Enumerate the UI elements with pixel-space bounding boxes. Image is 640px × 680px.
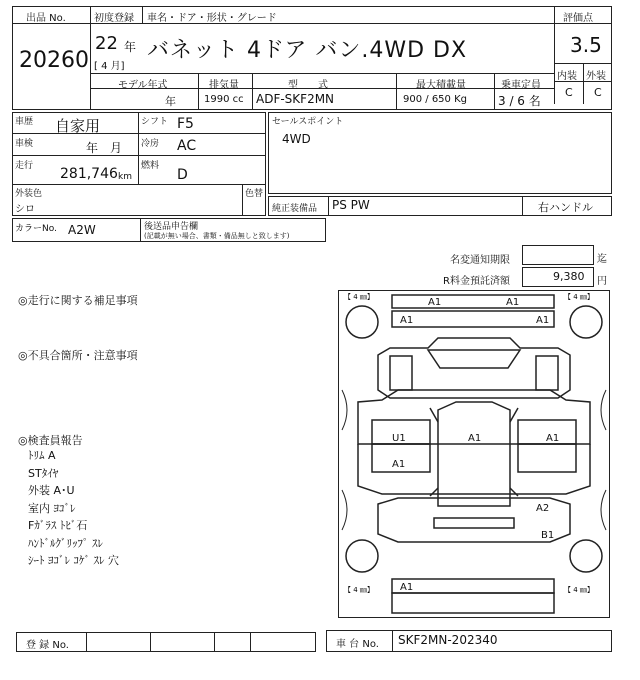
shift-value: F5 (177, 116, 194, 132)
capacity-value: 3 / 6 名 (498, 94, 541, 108)
tire-rear-right-icon (570, 540, 602, 572)
inspector-line: Fｶﾞﾗｽ ﾄﾋﾞ石 (28, 519, 88, 532)
tire-rl-label: 【 4 ㎜】 (344, 586, 374, 594)
exterior-color-value: シロ (15, 204, 35, 215)
grade-value: 3.5 (570, 33, 602, 57)
history-label: 車歴 (15, 117, 34, 127)
name-change-label: 名変通知期限 (450, 255, 510, 266)
ac-label: 冷房 (141, 139, 160, 149)
damage-mark: B1 (541, 530, 555, 541)
tire-fr-label: 【 4 ㎜】 (564, 293, 594, 301)
chassis-label: 車 台 No. (336, 639, 379, 650)
tire-rr-label: 【 4 ㎜】 (564, 586, 594, 594)
inspector-lines (28, 447, 119, 570)
damage-mark: A1 (506, 297, 520, 308)
damage-mark: A1 (536, 315, 550, 326)
displacement-value: 1990 cc (204, 94, 244, 105)
driving-notes-label: ◎走行に関する補足事項 (18, 294, 138, 307)
details-left (12, 112, 266, 216)
lot-label: 出品 No. (26, 13, 66, 24)
damage-mark: A1 (468, 433, 482, 444)
type-label: 型 式 (288, 80, 328, 91)
car-name: バネット 4ドア バン.4WD DX (147, 38, 468, 63)
damage-mark: A1 (392, 459, 406, 470)
mileage-value: 281,746 (60, 166, 118, 182)
inspector-report-label: ◎検査員報告 (18, 434, 83, 447)
grade-label: 評価点 (563, 13, 593, 24)
interior-label: 内装 (557, 71, 577, 82)
inspection-label: 車検 (15, 139, 34, 149)
recycle-value: 9,380 (553, 270, 585, 283)
chassis-value: SKF2MN-202340 (398, 633, 498, 647)
tire-rear-left-icon (346, 540, 378, 572)
damage-mark: A1 (400, 315, 414, 326)
mileage-unit: km (118, 172, 132, 182)
car-name-label: 車名・ドア・形状・グレード (147, 13, 277, 24)
inspector-line: 室内 ﾖｺﾞﾚ (28, 501, 76, 515)
color-change-label: 色替 (245, 189, 264, 199)
sales-point-label: セールスポイント (272, 117, 344, 127)
fuel-label: 燃料 (141, 161, 160, 171)
lot-number: 20260 (19, 48, 89, 73)
sales-point-value: 4WD (282, 132, 311, 146)
recycle-label: R料金預託済額 (443, 276, 510, 287)
first-reg-year: 22 (95, 33, 118, 54)
capacity-label: 乗車定員 (501, 80, 541, 91)
ac-value: AC (177, 138, 197, 154)
inspector-line: 外装 A･U (28, 484, 75, 497)
damage-mark: A2 (536, 503, 550, 514)
recycle-unit: 円 (597, 276, 607, 287)
mileage-label: 走行 (15, 161, 34, 171)
damage-mark: U1 (392, 433, 406, 444)
equipment-value: PS PW (332, 198, 370, 212)
max-load-value: 900 / 650 Kg (403, 94, 467, 105)
first-reg-month: [ 4 月] (94, 61, 125, 72)
exterior-grade: C (594, 86, 602, 99)
inspector-line: ﾄﾘﾑ A (28, 449, 56, 462)
damage-mark: A1 (546, 433, 560, 444)
type-value: ADF-SKF2MN (256, 92, 335, 106)
color-no-value: A2W (68, 223, 96, 237)
name-change-unit: 迄 (597, 254, 607, 265)
fuel-value: D (177, 167, 188, 183)
equipment-label: 純正装備品 (272, 204, 318, 214)
exterior-label: 外装 (586, 71, 606, 82)
inspection-value: 年 月 (86, 141, 123, 155)
history-value: 自家用 (55, 117, 101, 135)
inspector-line: ｼｰﾄ ﾖｺﾞﾚ ｺｹﾞ ｽﾚ 穴 (28, 554, 119, 567)
shift-label: シフト (141, 117, 169, 127)
name-change-box (522, 245, 594, 265)
tire-fl-label: 【 4 ㎜】 (344, 293, 374, 301)
car-diagram (338, 290, 610, 618)
year-unit: 年 (124, 40, 137, 54)
steering-value: 右ハンドル (538, 201, 593, 214)
defect-notes-label: ◎不具合箇所・注意事項 (18, 349, 138, 362)
interior-grade: C (565, 86, 573, 99)
model-year-value: 年 (165, 95, 176, 108)
exterior-color-label: 外装色 (15, 189, 43, 199)
model-year-label: モデル年式 (118, 80, 168, 91)
tire-front-left-icon (346, 306, 378, 338)
displacement-label: 排気量 (209, 80, 239, 91)
later-label: 後送品申告欄 (144, 222, 199, 232)
reg-no-label: 登 録 No. (26, 640, 69, 651)
later-note: (記載が無い場合、書類・備品無しと致します) (144, 232, 290, 240)
tire-front-right-icon (570, 306, 602, 338)
max-load-label: 最大積載量 (416, 80, 466, 91)
inspector-line: ﾊﾝﾄﾞﾙｸﾞﾘｯﾌﾟ ｽﾚ (28, 536, 103, 550)
damage-mark: A1 (400, 582, 414, 593)
first-reg-label: 初度登録 (94, 13, 134, 24)
inspector-line: STﾀｲﾔ (28, 466, 59, 480)
color-no-label: カラーNo. (15, 224, 57, 234)
damage-mark: A1 (428, 297, 442, 308)
